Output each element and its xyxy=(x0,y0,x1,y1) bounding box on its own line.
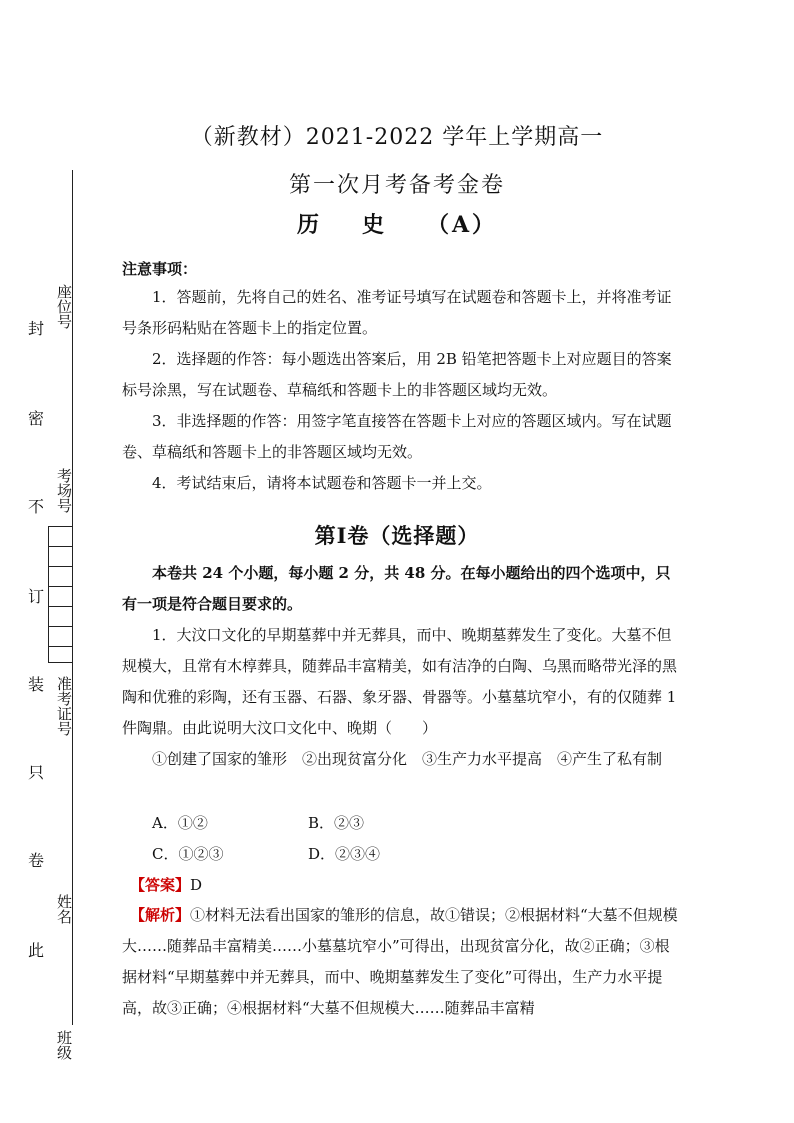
exam-id-grid-line xyxy=(48,626,72,627)
option-c: C．①②③ xyxy=(152,845,224,863)
seal-char: 卷 xyxy=(28,851,45,870)
seal-char: 不 xyxy=(28,497,45,516)
seal-char: 装 xyxy=(28,675,45,694)
exam-id-field: 准考证号 xyxy=(55,676,73,736)
option-b: B．②③ xyxy=(308,814,365,832)
answer-value: D xyxy=(190,876,203,894)
section-intro: 本卷共 24 个小题，每小题 2 分，共 48 分。在每小题给出的四个选项中，只有一项是符合题目要求的。 xyxy=(122,564,671,613)
seal-char: 订 xyxy=(28,587,45,606)
exam-id-grid-line xyxy=(48,662,72,663)
question-statements: ①创建了国家的雏形 ②出现贫富分化 ③生产力水平提高 ④产生了私有制 xyxy=(152,750,663,768)
exam-id-grid-line xyxy=(48,606,72,607)
answer-line xyxy=(130,874,202,895)
section-title: 第Ⅰ卷（选择题） xyxy=(314,523,480,548)
subject-char: 史 xyxy=(361,212,387,238)
exam-id-grid-line xyxy=(48,646,72,647)
seat-number-field: 座位号 xyxy=(55,284,73,329)
subject-char: 历 xyxy=(296,212,322,238)
notice-heading: 注意事项： xyxy=(122,260,198,278)
notice-item: 3．非选择题的作答：用签字笔直接答在答题卡上对应的答题区域内。写在试题卷、草稿纸和答题卡上的非答题区域均无效。 xyxy=(122,412,672,461)
exam-title-line2: 第一次月考备考金卷 xyxy=(288,173,505,198)
exam-id-grid-line xyxy=(48,566,72,567)
seal-char: 密 xyxy=(28,409,45,428)
seal-char: 此 xyxy=(28,941,45,960)
option-a: A．①② xyxy=(152,814,208,832)
exam-id-grid-line xyxy=(48,586,72,587)
seal-char: 封 xyxy=(28,319,45,338)
analysis-text: ①材料无法看出国家的雏形的信息，故①错误；②根据材料“大墓不但规模大……随葬品丰富精美……小墓墓坑窄小”可得出，出现贫富分化，故②正确；③根据材料“早期墓葬中并无葬具，而中、晚期墓葬发生了变化”可得出，生产力水平提高，故③正确；④根据材料“大墓不但规模大……随葬品丰富精 xyxy=(122,906,678,1017)
question-stem: 1．大汶口文化的早期墓葬中并无葬具，而中、晚期墓葬发生了变化。大墓不但规模大，且常有木椁葬具，随葬品丰富精美，如有洁净的白陶、乌黑而略带光泽的黑陶和优雅的彩陶，还有玉器、石器、象牙器、骨器等。小墓墓坑窄小，有的仅随葬 1 件陶鼎。由此说明大汶口文化中、晚期（ ） xyxy=(122,626,678,737)
notice-item: 2．选择题的作答：每小题选出答案后，用 2B 铅笔把答题卡上对应题目的答案标号涂黑，写在试题卷、草稿纸和答题卡上的非答题区域均无效。 xyxy=(122,350,672,399)
seal-char: 只 xyxy=(28,763,45,782)
name-field: 姓名 xyxy=(55,894,73,924)
analysis-label: 【解析】 xyxy=(130,906,191,924)
answer-label: 【答案】 xyxy=(130,876,191,894)
class-field: 班级 xyxy=(55,1030,73,1060)
paper-version: （A） xyxy=(426,212,498,238)
subject-title xyxy=(0,208,794,239)
option-d: D．②③④ xyxy=(308,845,381,863)
notice-item: 1．答题前，先将自己的姓名、准考证号填写在试题卷和答题卡上，并将准考证号条形码粘贴在答题卡上的指定位置。 xyxy=(122,288,672,337)
exam-room-field: 考场号 xyxy=(55,468,73,513)
analysis-paragraph xyxy=(122,900,682,1024)
notice-item: 4．考试结束后，请将本试题卷和答题卡一并上交。 xyxy=(152,474,492,492)
exam-title-line1: （新教材）2021-2022 学年上学期高一 xyxy=(190,125,604,150)
